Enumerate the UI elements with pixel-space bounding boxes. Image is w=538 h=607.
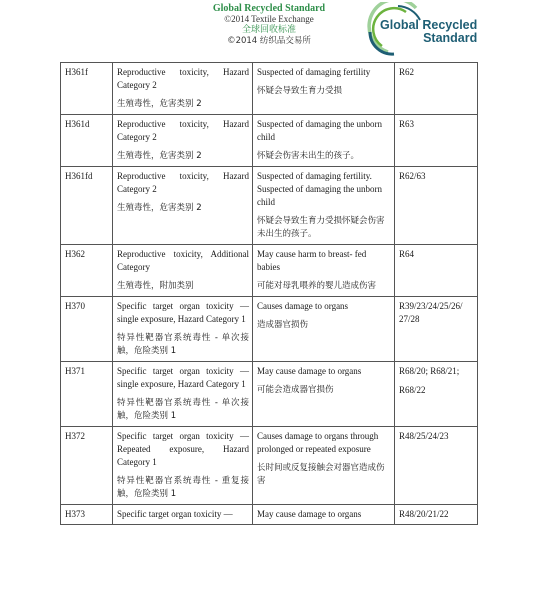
table-row — [61, 427, 478, 505]
hazard-code-cell: H361fd — [61, 167, 113, 245]
hazard-statement-cell — [253, 427, 395, 505]
hazard-code-cell: H371 — [61, 362, 113, 427]
hazard-statement-cell — [253, 63, 395, 115]
hazard-statement-en: Causes damage to organs — [257, 301, 349, 311]
hazard-statement-en: Causes damage to organs through prolonged or repeated exposure — [257, 431, 379, 454]
header-text-block — [199, 3, 339, 47]
hazard-statement-cell — [253, 297, 395, 362]
hazard-code-cell: H361f — [61, 63, 113, 115]
page-header — [0, 0, 538, 60]
hazard-code-cell: H362 — [61, 245, 113, 297]
risk-phrase-cell — [395, 115, 478, 167]
hazard-statement-cn: 长时间或反复接触会对器官造成伤害 — [257, 463, 385, 486]
risk-phrase: R62/63 — [399, 171, 426, 181]
hazard-class-en: Specific target organ toxicity — single exposure, Hazard Category 1 — [117, 301, 249, 324]
hazard-class-en: Reproductive toxicity, Additional Category — [117, 249, 249, 272]
table-body — [61, 63, 478, 525]
logo-wordmark — [380, 19, 477, 45]
hazard-class-cell — [113, 297, 253, 362]
risk-phrase: R68/22 — [399, 385, 426, 395]
hazard-class-en: Specific target organ toxicity — single exposure, Hazard Category 1 — [117, 366, 249, 389]
risk-phrase-cell — [395, 427, 478, 505]
table-row — [61, 63, 478, 115]
hazard-statement-cell — [253, 115, 395, 167]
header-copyright-cn: ©2014 纺织品交易所 — [227, 36, 311, 46]
hazard-class-cell — [113, 63, 253, 115]
hazard-class-en: Reproductive toxicity, Hazard Category 2 — [117, 67, 249, 90]
hazard-statement-cn: 怀疑会导致生育力受损 — [257, 86, 343, 96]
table-row — [61, 245, 478, 297]
hazard-statement-cn: 怀疑会伤害未出生的孩子。 — [257, 151, 360, 161]
hazard-class-cell — [113, 427, 253, 505]
table-row — [61, 297, 478, 362]
hazard-code-cell: H361d — [61, 115, 113, 167]
risk-phrase: R62 — [399, 67, 415, 77]
hazard-statement-cn: 造成器官损伤 — [257, 320, 309, 330]
hazard-statement-en: Suspected of damaging fertility. Suspected of damaging the unborn child — [257, 171, 382, 207]
hazard-statement-cell — [253, 167, 395, 245]
hazard-class-cell — [113, 115, 253, 167]
hazard-class-en: Reproductive toxicity, Hazard Category 2 — [117, 119, 249, 142]
hazard-statement-en: May cause damage to organs — [257, 366, 362, 376]
header-title-cn: 全球回收标准 — [241, 25, 296, 35]
risk-phrase-cell — [395, 245, 478, 297]
hazard-class-cn: 特异性靶器官系统毒性 - 单次接触，危险类别 1 — [117, 333, 249, 356]
hazard-class-cn: 特异性靶器官系统毒性 - 重复接触，危险类别 1 — [117, 476, 249, 499]
hazard-class-en: Reproductive toxicity, Hazard Category 2 — [117, 171, 249, 194]
hazard-statement-en: May cause harm to breast- fed babies — [257, 249, 367, 272]
hazard-statement-en: Suspected of damaging fertility — [257, 67, 371, 77]
header-title: Global Recycled Standard — [212, 3, 326, 14]
table-row — [61, 505, 478, 525]
hazard-statement-cell — [253, 245, 395, 297]
risk-phrase: R64 — [399, 249, 415, 259]
hazard-code-cell: H372 — [61, 427, 113, 505]
hazard-statement-cell — [253, 362, 395, 427]
risk-phrase-cell — [395, 63, 478, 115]
hazard-class-en: Specific target organ toxicity — Repeated exposure, Hazard Category 1 — [117, 431, 249, 467]
hazard-statement-en: May cause damage to organs — [257, 509, 362, 519]
hazard-statement-table — [60, 62, 478, 525]
risk-phrase: R39/23/24/25/26/ — [399, 301, 463, 311]
hazard-statement-cell — [253, 505, 395, 525]
hazard-code-cell: H370 — [61, 297, 113, 362]
hazard-class-en: Specific target organ toxicity — — [117, 509, 233, 519]
risk-phrase-cell — [395, 505, 478, 525]
table-row — [61, 115, 478, 167]
hazard-class-cn: 生殖毒性，危害类别 2 — [117, 203, 202, 213]
risk-phrase: R63 — [399, 119, 415, 129]
hazard-class-cn: 生殖毒性，危害类别 2 — [117, 99, 202, 109]
hazard-statement-cn: 可能会造成器官损伤 — [257, 385, 334, 395]
hazard-class-cell — [113, 167, 253, 245]
hazard-class-cell — [113, 362, 253, 427]
hazard-statement-cn: 可能对母乳喂养的婴儿造成伤害 — [257, 281, 377, 291]
hazard-statement-cn: 怀疑会导致生育力受损怀疑会伤害未出生的孩子。 — [257, 216, 385, 239]
hazard-code-cell: H373 — [61, 505, 113, 525]
logo-line-1: Global Recycled — [380, 18, 478, 32]
table-row — [61, 362, 478, 427]
hazard-class-cn: 生殖毒性，附加类别 — [117, 281, 194, 291]
risk-phrase-cell — [395, 362, 478, 427]
logo-line-2: Standard — [423, 31, 478, 45]
grs-logo — [358, 2, 478, 56]
header-copyright-en: ©2014 Textile Exchange — [224, 14, 314, 24]
risk-phrase-cell — [395, 167, 478, 245]
hazard-class-cn: 特异性靶器官系统毒性 - 单次接触，危险类别 1 — [117, 398, 249, 421]
risk-phrase: R48/25/24/23 — [399, 431, 449, 441]
risk-phrase: 27/28 — [399, 314, 420, 324]
hazard-statement-en: Suspected of damaging the unborn child — [257, 119, 382, 142]
hazard-class-cn: 生殖毒性，危害类别 2 — [117, 151, 202, 161]
risk-phrase: R68/20; R68/21; — [399, 366, 460, 376]
hazard-class-cell — [113, 505, 253, 525]
hazard-class-cell — [113, 245, 253, 297]
table-row — [61, 167, 478, 245]
risk-phrase-cell — [395, 297, 478, 362]
risk-phrase: R48/20/21/22 — [399, 509, 449, 519]
